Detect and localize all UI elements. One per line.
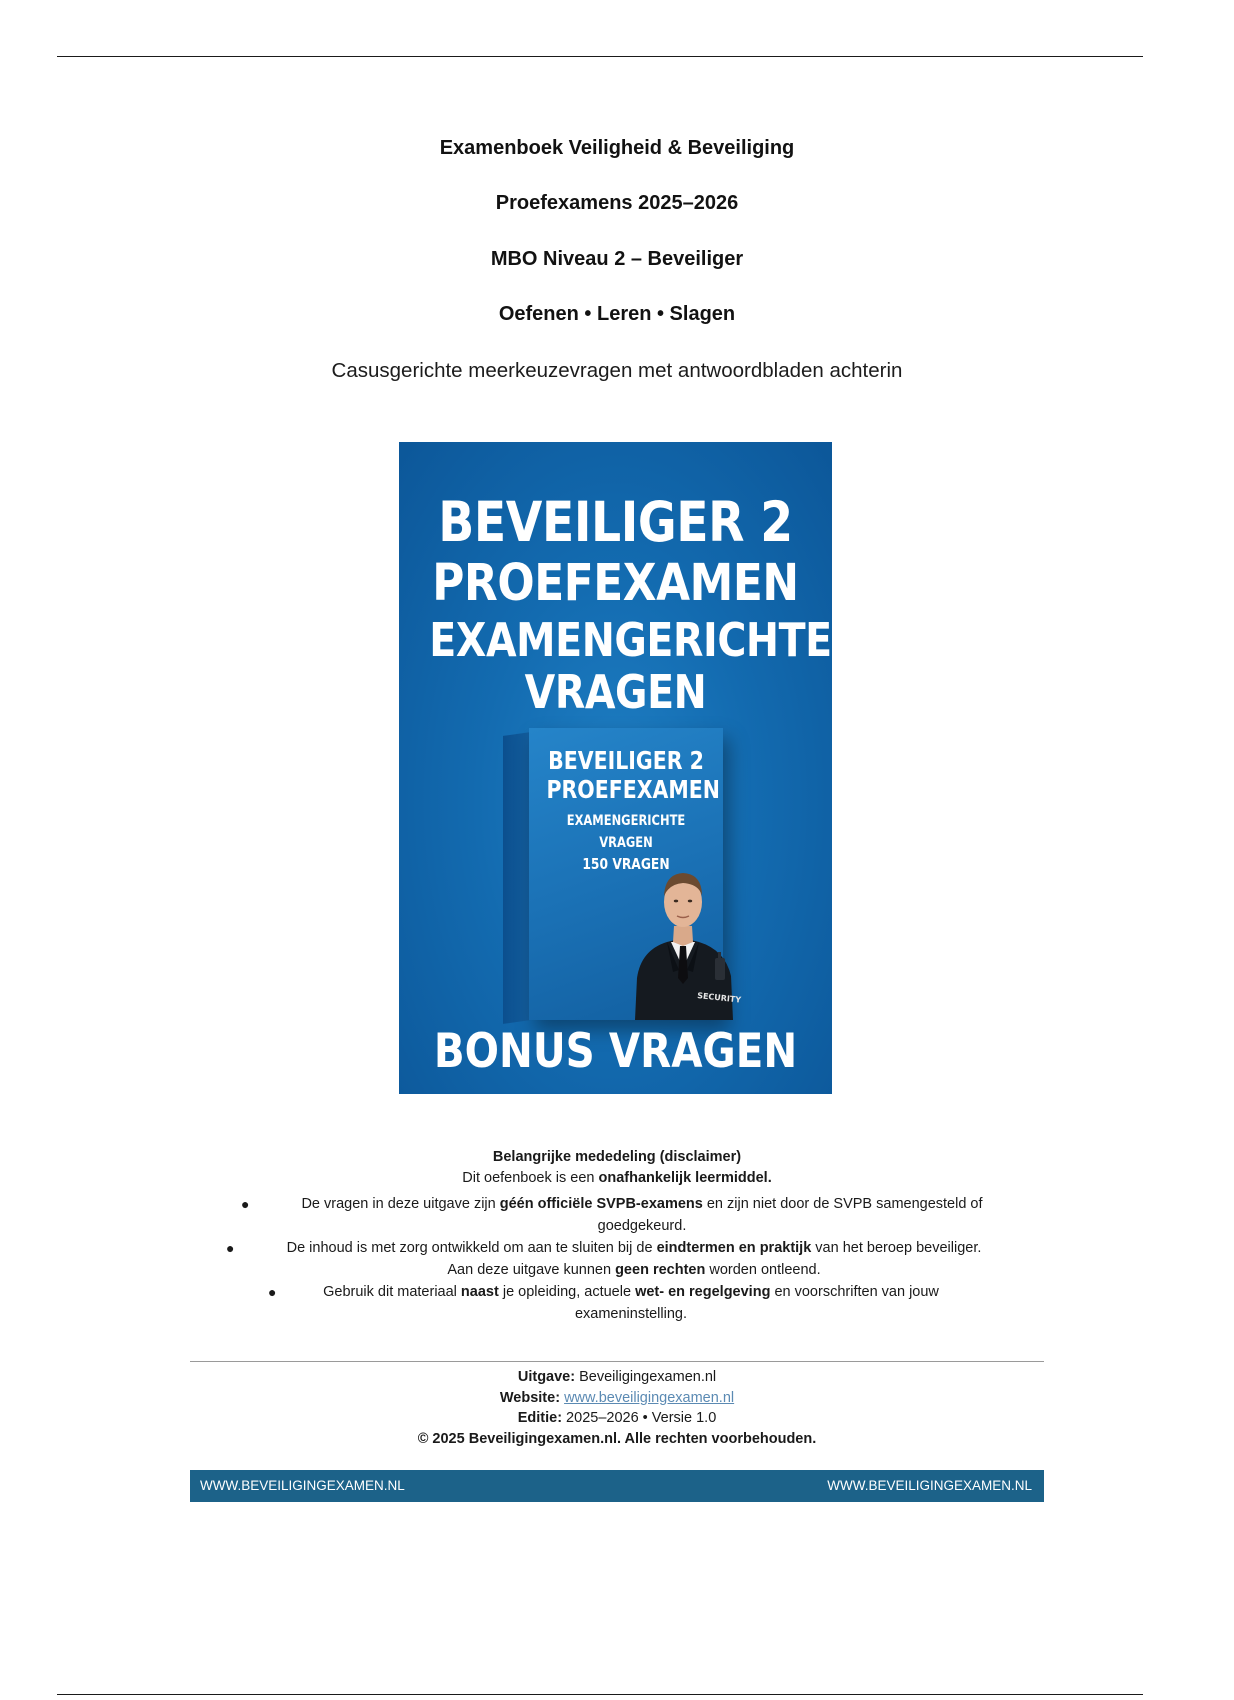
list-item (220, 1237, 1020, 1281)
security-guard-illustration (627, 846, 742, 1020)
subtitle: Casusgerichte meerkeuzevragen met antwoordbladen achterin (331, 359, 903, 382)
footer-url-left: WWW.BEVEILIGINGEXAMEN.NL (200, 1478, 405, 1493)
bullet-3-bold-2: wet- en regelgeving (635, 1284, 771, 1300)
cover-headline-line-2: PROEFEXAMEN (432, 554, 799, 613)
exam-years: Proefexamens 2025–2026 (495, 192, 739, 214)
publication-divider (190, 1361, 1044, 1362)
box-side-panel (503, 732, 531, 1024)
edition-value: 2025–2026 • Versie 1.0 (562, 1410, 717, 1426)
bullet-icon: ● (268, 1284, 277, 1300)
cover-headline-line-4: VRAGEN (524, 665, 707, 719)
bullet-2-text: De inhoud is met zorg ontwikkeld om aan te sluiten bij de (286, 1240, 657, 1256)
copyright-notice: © 2025 Beveiligingexamen.nl. Alle rechten voorbehouden. (417, 1430, 817, 1447)
bottom-rule (57, 1694, 1143, 1695)
bullet-2-bold-2: geen rechten (615, 1262, 706, 1278)
jacket-label: SECURITY (696, 991, 742, 1005)
bullet-2-text-2-end: worden ontleend. (705, 1262, 821, 1278)
cover-headline (429, 490, 832, 719)
list-item-text (220, 1193, 1020, 1237)
bullet-2-text-end: van het beroep beveiliger. (811, 1240, 982, 1256)
list-item (220, 1281, 1020, 1325)
website-label: Website: (499, 1389, 561, 1406)
disclaimer-title: Belangrijke mededeling (disclaimer) (492, 1149, 742, 1165)
bullet-3-text-mid: je opleiding, actuele (498, 1284, 636, 1300)
list-item-text (220, 1281, 1020, 1325)
list-item (220, 1193, 1020, 1237)
box-text-line-4: 150 VRAGEN (582, 855, 670, 873)
bullet-2-bold: eindtermen en praktijk (656, 1240, 812, 1256)
book-title: Examenboek Veiligheid & Beveiliging (439, 137, 795, 159)
bullet-icon: ● (241, 1196, 250, 1212)
bullet-3-text: Gebruik dit materiaal (323, 1284, 461, 1300)
disclaimer-intro (0, 1170, 1234, 1186)
website-link[interactable]: www.beveiligingexamen.nl (564, 1389, 735, 1406)
disclaimer-intro-end: . (767, 1170, 772, 1186)
cover-bonus-text: BONUS VRAGEN (433, 1024, 798, 1079)
edition-label: Editie: (517, 1410, 563, 1426)
cover-headline-line-3: EXAMENGERICHTE (429, 613, 832, 667)
footer-url-right: WWW.BEVEILIGINGEXAMEN.NL (827, 1478, 1032, 1493)
bullet-2-text-2: Aan deze uitgave kunnen (447, 1262, 616, 1278)
box-text-line-3: EXAMENGERICHTE VRAGEN (566, 813, 686, 851)
edition-line (0, 1408, 1234, 1429)
disclaimer-intro-bold: onafhankelijk leermiddel (598, 1170, 768, 1186)
box-text-line-2: PROEFEXAMEN (546, 775, 720, 804)
publisher-line (0, 1367, 1234, 1388)
bullet-1-text: De vragen in deze uitgave zijn (301, 1196, 500, 1212)
bullet-3-text-end: en voorschriften van jouw exameninstelling. (574, 1284, 939, 1322)
product-box (529, 728, 742, 1020)
footer-bar (190, 1470, 1044, 1502)
publisher-value: Beveiligingexamen.nl (575, 1369, 717, 1385)
level-title: MBO Niveau 2 – Beveiliger (490, 248, 744, 270)
publication-info (0, 1367, 1234, 1449)
list-item-text (220, 1237, 1020, 1281)
top-rule (57, 56, 1143, 57)
bullet-icon: ● (226, 1240, 235, 1256)
disclaimer-list (220, 1193, 1020, 1325)
slogan: Oefenen • Leren • Slagen (498, 303, 736, 325)
disclaimer-intro-text: Dit oefenboek is een (462, 1170, 599, 1186)
box-text-line-1: BEVEILIGER 2 (548, 746, 704, 775)
bullet-3-bold: naast (460, 1284, 499, 1300)
publisher-label: Uitgave: (517, 1369, 576, 1385)
bullet-1-text-end: en zijn niet door de SVPB samengesteld of goedgekeurd. (597, 1196, 983, 1234)
bullet-1-bold: géén officiële SVPB-examens (499, 1196, 703, 1212)
cover-headline-line-1: BEVEILIGER 2 (438, 490, 793, 554)
website-line (0, 1388, 1234, 1409)
book-cover-image (399, 442, 832, 1094)
